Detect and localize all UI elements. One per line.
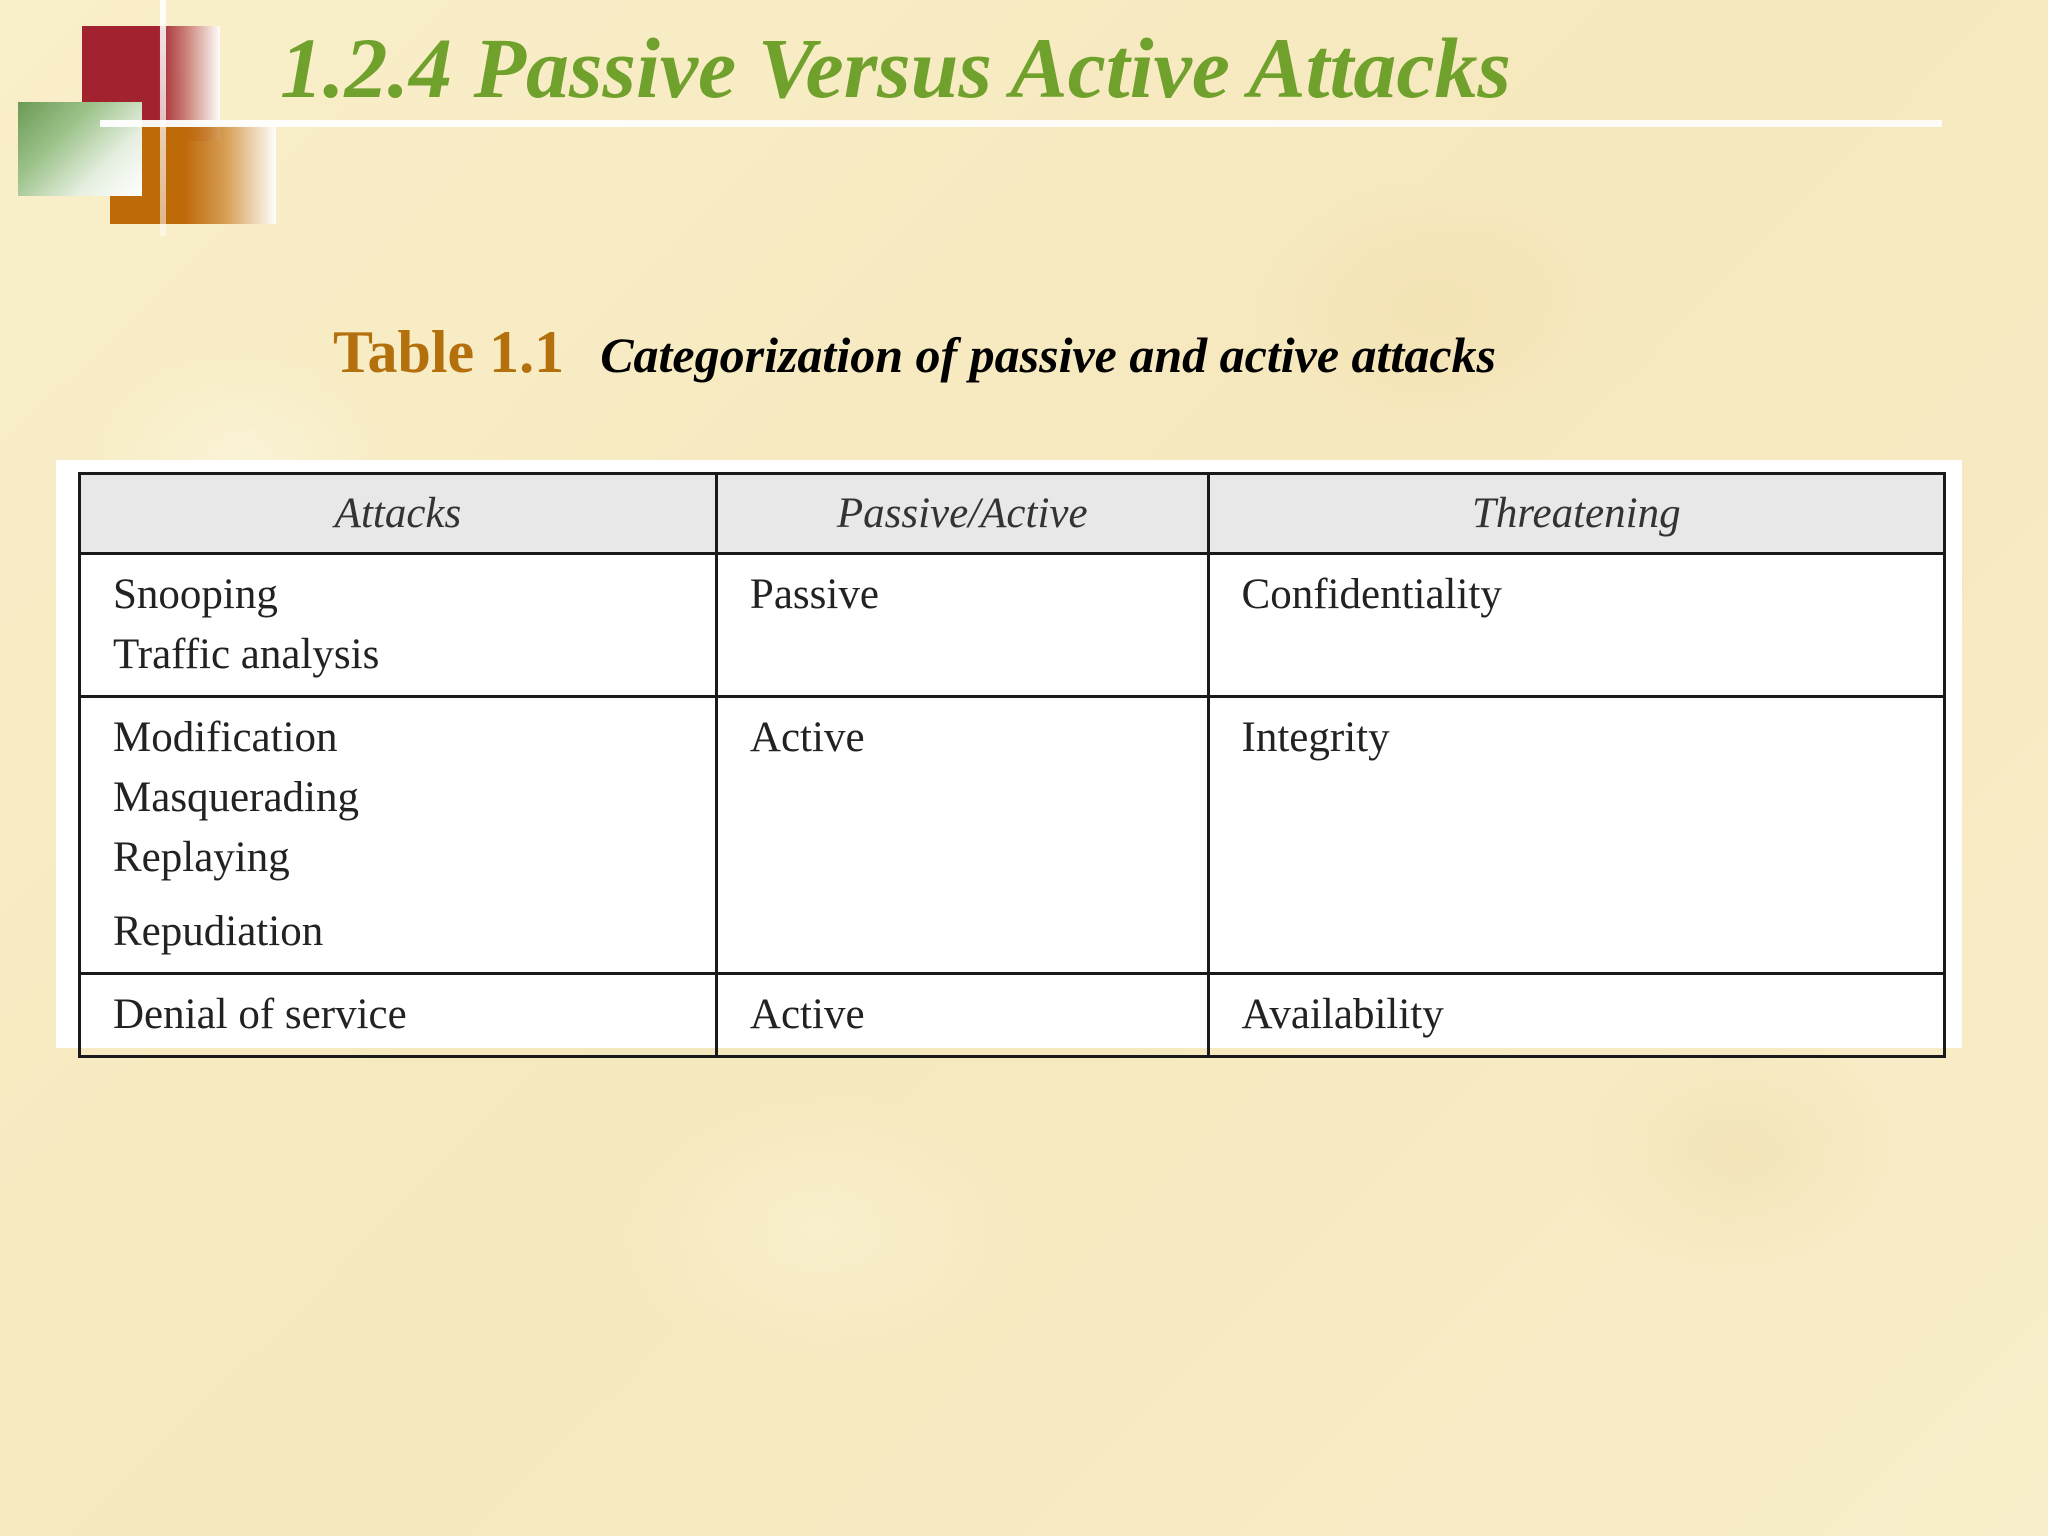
cell-type: Passive xyxy=(716,554,1208,697)
attack-name: Denial of service xyxy=(113,991,407,1038)
table-row xyxy=(80,697,1945,974)
decorative-horizontal-line xyxy=(100,120,1942,127)
cell-type: Active xyxy=(716,697,1208,974)
table-caption-label: Table 1.1 xyxy=(333,319,565,385)
attack-name: Snooping xyxy=(113,571,278,618)
cell-attacks xyxy=(80,554,717,697)
attack-name: Modification xyxy=(113,714,338,761)
table-caption-text: Categorization of passive and active attacks xyxy=(600,327,1496,383)
decorative-green-square xyxy=(18,102,142,196)
attack-name: Traffic analysis xyxy=(113,631,380,678)
table-row xyxy=(80,554,1945,697)
header-threatening: Threatening xyxy=(1208,474,1944,554)
attack-name: Masquerading xyxy=(113,774,359,821)
attack-name: Replaying xyxy=(113,834,290,881)
header-attacks: Attacks xyxy=(80,474,717,554)
cell-threatening: Availability xyxy=(1208,974,1944,1057)
cell-threatening: Confidentiality xyxy=(1208,554,1944,697)
table-caption xyxy=(333,318,1496,387)
cell-threatening: Integrity xyxy=(1208,697,1944,974)
cell-type: Active xyxy=(716,974,1208,1057)
table-panel xyxy=(56,460,1962,1048)
cell-attacks xyxy=(80,697,717,974)
table-row xyxy=(80,974,1945,1057)
slide-title: 1.2.4 Passive Versus Active Attacks xyxy=(280,20,1512,116)
attack-name: Repudiation xyxy=(113,908,324,955)
cell-attacks xyxy=(80,974,717,1057)
table-header-row xyxy=(80,474,1945,554)
header-passive-active: Passive/Active xyxy=(716,474,1208,554)
attacks-table xyxy=(78,472,1946,1058)
decorative-vertical-line xyxy=(160,0,166,236)
